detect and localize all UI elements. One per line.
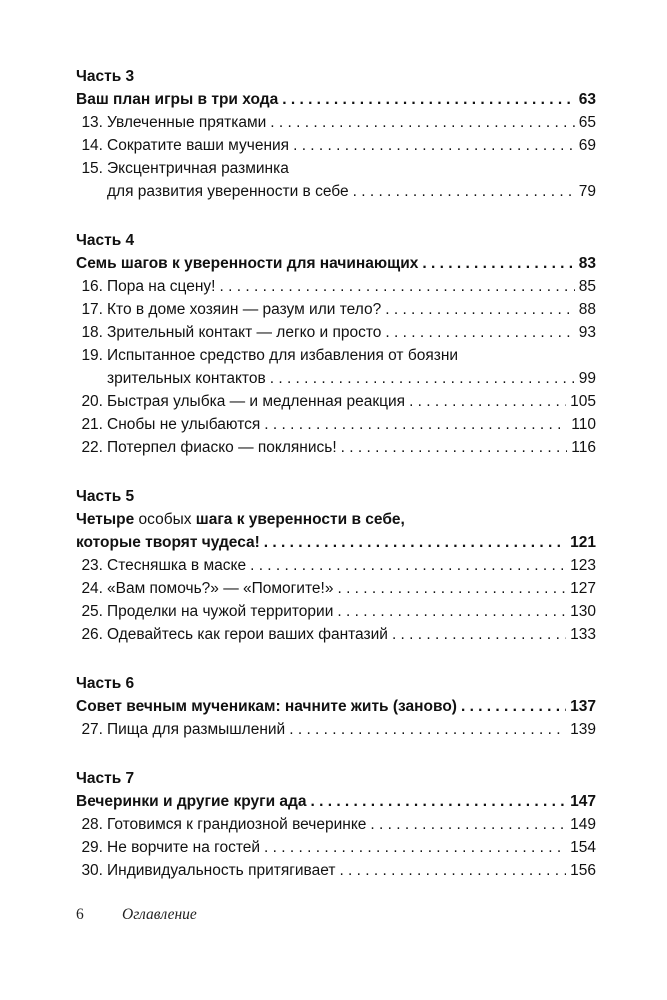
leader-dots (250, 554, 566, 577)
leader-dots (264, 531, 566, 554)
chapter-number: 25. (81, 603, 103, 620)
part-title: Семь шагов к уверенности для начинающих (76, 255, 419, 272)
part-title-segment: шага к уверенности в себе, (195, 511, 405, 528)
leader-dots (461, 695, 566, 718)
page-number: 99 (578, 370, 596, 387)
chapter-title: Стесняшка в маске (107, 557, 247, 574)
page-number: 93 (578, 324, 596, 341)
leader-dots (341, 436, 568, 459)
page-number: 69 (578, 137, 596, 154)
page-number: 133 (570, 626, 596, 643)
chapter-title: Не ворчите на гостей (107, 839, 261, 856)
table-of-contents (76, 66, 596, 909)
part-title-row[interactable] (76, 695, 596, 718)
chapter-row[interactable] (76, 321, 596, 344)
leader-dots (370, 813, 566, 836)
chapter-title: Испытанное средство для избавления от боязни (107, 347, 459, 364)
leader-dots (337, 577, 566, 600)
leader-dots (337, 600, 566, 623)
part-title-segment: особых (138, 511, 196, 528)
chapter-number: 13. (81, 114, 103, 131)
chapter-number: 14. (81, 137, 103, 154)
page-number: 156 (570, 862, 596, 879)
part-title (76, 508, 405, 531)
chapter-row[interactable] (76, 554, 596, 577)
leader-dots (264, 836, 566, 859)
chapter-row-continuation[interactable] (76, 367, 596, 390)
part-title-row[interactable] (76, 790, 596, 813)
toc-part-7 (76, 768, 596, 882)
chapter-row[interactable] (76, 836, 596, 859)
chapter-title: Потерпел фиаско — поклянись! (107, 439, 337, 456)
leader-dots (270, 367, 575, 390)
chapter-number: 15. (81, 160, 103, 177)
page-number: 123 (570, 557, 596, 574)
page-number: 79 (578, 183, 596, 200)
page-number: 65 (578, 114, 596, 131)
part-title-continued: которые творят чудеса! (76, 534, 260, 551)
chapter-row-continuation[interactable] (76, 180, 596, 203)
part-title-row[interactable] (76, 508, 596, 531)
page-number: 85 (578, 278, 596, 295)
chapter-title: Зрительный контакт — легко и просто (107, 324, 382, 341)
page-number: 110 (571, 416, 596, 433)
part-label: Часть 7 (76, 770, 135, 787)
chapter-row[interactable] (76, 111, 596, 134)
leader-dots (293, 134, 575, 157)
footer-section-title: Оглавление (122, 906, 197, 923)
part-title-row[interactable] (76, 252, 596, 275)
page-number: 83 (578, 255, 596, 272)
toc-part-5 (76, 486, 596, 646)
chapter-row[interactable] (76, 859, 596, 882)
chapter-row[interactable] (76, 298, 596, 321)
part-title-row[interactable] (76, 88, 596, 111)
page-number: 137 (570, 698, 596, 715)
leader-dots (282, 88, 575, 111)
chapter-row[interactable] (76, 577, 596, 600)
toc-part-6 (76, 673, 596, 741)
chapter-number: 29. (81, 839, 103, 856)
chapter-title: Сократите ваши мучения (107, 137, 290, 154)
chapter-row[interactable] (76, 344, 596, 367)
chapter-row[interactable] (76, 275, 596, 298)
chapter-number: 18. (81, 324, 103, 341)
leader-dots (339, 859, 566, 882)
page-number: 154 (570, 839, 596, 856)
leader-dots (385, 321, 574, 344)
chapter-row[interactable] (76, 623, 596, 646)
leader-dots (220, 275, 575, 298)
leader-dots (353, 180, 575, 203)
chapter-row[interactable] (76, 718, 596, 741)
chapter-number: 26. (81, 626, 103, 643)
chapter-title: Пора на сцену! (107, 278, 216, 295)
chapter-title: Проделки на чужой территории (107, 603, 334, 620)
toc-part-3 (76, 66, 596, 203)
part-label: Часть 3 (76, 68, 135, 85)
part-title-segment: Четыре (76, 511, 139, 528)
footer-page-number: 6 (76, 906, 84, 923)
chapter-title: Индивидуальность притягивает (107, 862, 336, 879)
chapter-title: Кто в доме хозяин — разум или тело? (107, 301, 382, 318)
chapter-number: 19. (81, 347, 103, 364)
leader-dots (392, 623, 566, 646)
part-label: Часть 4 (76, 232, 135, 249)
page-number: 139 (570, 721, 596, 738)
chapter-title: Пища для размышлений (107, 721, 286, 738)
chapter-number: 22. (81, 439, 103, 456)
page-number: 149 (570, 816, 596, 833)
leader-dots (289, 718, 566, 741)
chapter-row[interactable] (76, 436, 596, 459)
leader-dots (264, 413, 567, 436)
chapter-title: Увлеченные прятками (107, 114, 267, 131)
page-number: 105 (570, 393, 596, 410)
chapter-row[interactable] (76, 813, 596, 836)
leader-dots (270, 111, 574, 134)
chapter-number: 24. (81, 580, 103, 597)
chapter-number: 28. (81, 816, 103, 833)
chapter-number: 21. (81, 416, 103, 433)
chapter-number: 17. (81, 301, 103, 318)
page-number: 147 (570, 793, 596, 810)
leader-dots (422, 252, 574, 275)
page-number: 116 (571, 439, 596, 456)
part-label: Часть 5 (76, 488, 135, 505)
chapter-title: Быстрая улыбка — и медленная реакция (107, 393, 406, 410)
chapter-title-continued: для развития уверенности в себе (107, 183, 349, 200)
page-number: 130 (570, 603, 596, 620)
chapter-row[interactable] (76, 600, 596, 623)
chapter-number: 16. (81, 278, 103, 295)
page-number: 88 (578, 301, 596, 318)
part-title: Ваш план игры в три хода (76, 91, 279, 108)
leader-dots (385, 298, 575, 321)
chapter-number: 30. (81, 862, 103, 879)
part-title-row-continuation[interactable] (76, 531, 596, 554)
chapter-title-continued: зрительных контактов (107, 370, 266, 387)
chapter-row[interactable] (76, 157, 596, 180)
part-label: Часть 6 (76, 675, 135, 692)
chapter-title: «Вам помочь?» — «Помогите!» (107, 580, 334, 597)
leader-dots (310, 790, 566, 813)
leader-dots (409, 390, 566, 413)
chapter-number: 23. (81, 557, 103, 574)
part-title: Совет вечным мученикам: начните жить (заново) (76, 698, 457, 715)
chapter-row[interactable] (76, 390, 596, 413)
page-number: 127 (570, 580, 596, 597)
page-number: 121 (570, 534, 596, 551)
toc-part-4 (76, 230, 596, 459)
part-title: Вечеринки и другие круги ада (76, 793, 307, 810)
chapter-number: 27. (81, 721, 103, 738)
page-number: 63 (578, 91, 596, 108)
chapter-title: Снобы не улыбаются (107, 416, 261, 433)
page-footer (76, 906, 197, 924)
chapter-number: 20. (81, 393, 103, 410)
chapter-title: Готовимся к грандиозной вечеринке (107, 816, 367, 833)
chapter-row[interactable] (76, 413, 596, 436)
chapter-title: Одевайтесь как герои ваших фантазий (107, 626, 388, 643)
chapter-row[interactable] (76, 134, 596, 157)
chapter-title: Эксцентричная разминка (107, 160, 289, 177)
